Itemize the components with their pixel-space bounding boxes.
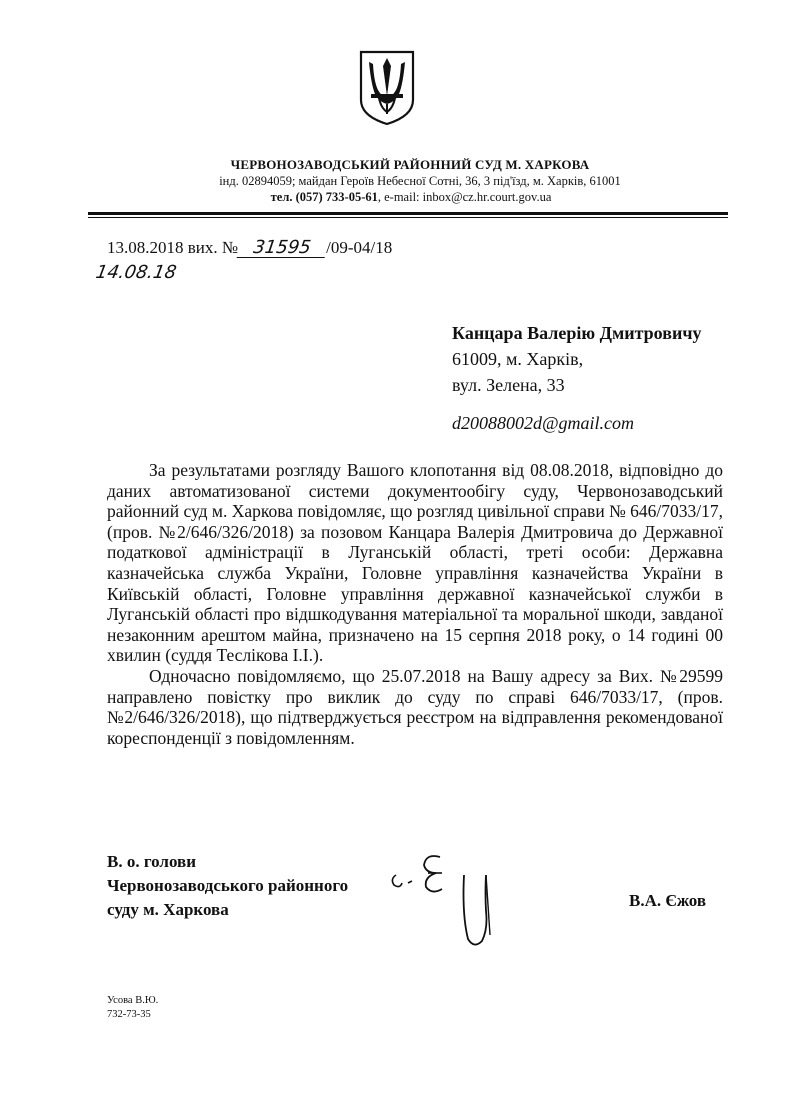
- header-divider-thin: [88, 217, 728, 218]
- addressee-name: Канцара Валерію Дмитровичу: [452, 323, 702, 343]
- court-address: інд. 02894059; майдан Героїв Небесної Сотні, 36, 3 під'їзд, м. Харків, 61001: [219, 174, 621, 188]
- addressee-block: [452, 320, 701, 436]
- reference-number-suffix: /09-04/18: [326, 238, 393, 257]
- signatory-title-line3: суду м. Харкова: [107, 900, 229, 919]
- letter-body: [107, 460, 723, 748]
- court-email: inbox@cz.hr.court.gov.ua: [422, 190, 552, 204]
- signatory-title-line2: Червонозаводського районного: [107, 876, 349, 895]
- signatory-title-line1: В. о. голови: [107, 852, 197, 871]
- outgoing-reference: [107, 238, 392, 258]
- court-phone: (057) 733-05-61: [295, 190, 378, 204]
- signatory-name: В.А. Єжов: [629, 891, 707, 910]
- email-label: , e-mail:: [377, 190, 420, 204]
- addressee-email: d20088002d@gmail.com: [452, 413, 635, 433]
- court-contacts: [0, 190, 800, 205]
- signatory-title: [107, 850, 348, 922]
- body-paragraph-2: Одночасно повідомляємо, що 25.07.2018 на Вашу адресу за Вих. №29599 направлено повістку про виклик до суду по справі 646/7033/17, (пров. №2/646/326/2018), що підтверджується реєстром на відправлення рекомендованої кореспонденції з повідомленням.: [107, 665, 723, 748]
- handwritten-date: 14.08.18: [94, 262, 179, 283]
- coat-of-arms-emblem: [357, 48, 417, 126]
- executor-footer: [107, 994, 158, 1022]
- addressee-line2: вул. Зелена, 33: [452, 375, 565, 395]
- body-paragraph-1: За результатами розгляду Вашого клопотання від 08.08.2018, відповідно до даних автоматизованої системи документообігу суду, Червонозаводський районний суд м. Харкова повідомляє, що розгляд цивільної справи № 646/7033/17, (пров. №2/646/326/2018) за позовом Канцара Валерія Дмитровича до Державної податкової адміністрації в Луганській області, треті особи: Державна казначейська служба України, Головне управління казначейства України в Київській області, Головне управління державної казначейської служби в Луганській області про відшкодування матеріальної та моральної шкоди, завданої незаконним арештом майна, призначено на 15 серпня 2018 року, о 14 годині 00 хвилин (суддя Теслікова І.І.).: [107, 460, 723, 666]
- reference-date-prefix: 13.08.2018 вих. №: [107, 238, 239, 257]
- reference-number-handwritten: 31595: [237, 239, 328, 258]
- addressee-line1: 61009, м. Харків,: [452, 349, 584, 369]
- executor-name: Усова В.Ю.: [107, 995, 159, 1006]
- header-divider-thick: [88, 212, 728, 215]
- handwritten-signature: [382, 845, 522, 955]
- executor-phone: 732-73-35: [107, 1009, 151, 1020]
- phone-label: тел.: [270, 190, 293, 204]
- court-name: ЧЕРВОНОЗАВОДСЬКИЙ РАЙОННИЙ СУД М. ХАРКОВА: [230, 157, 590, 172]
